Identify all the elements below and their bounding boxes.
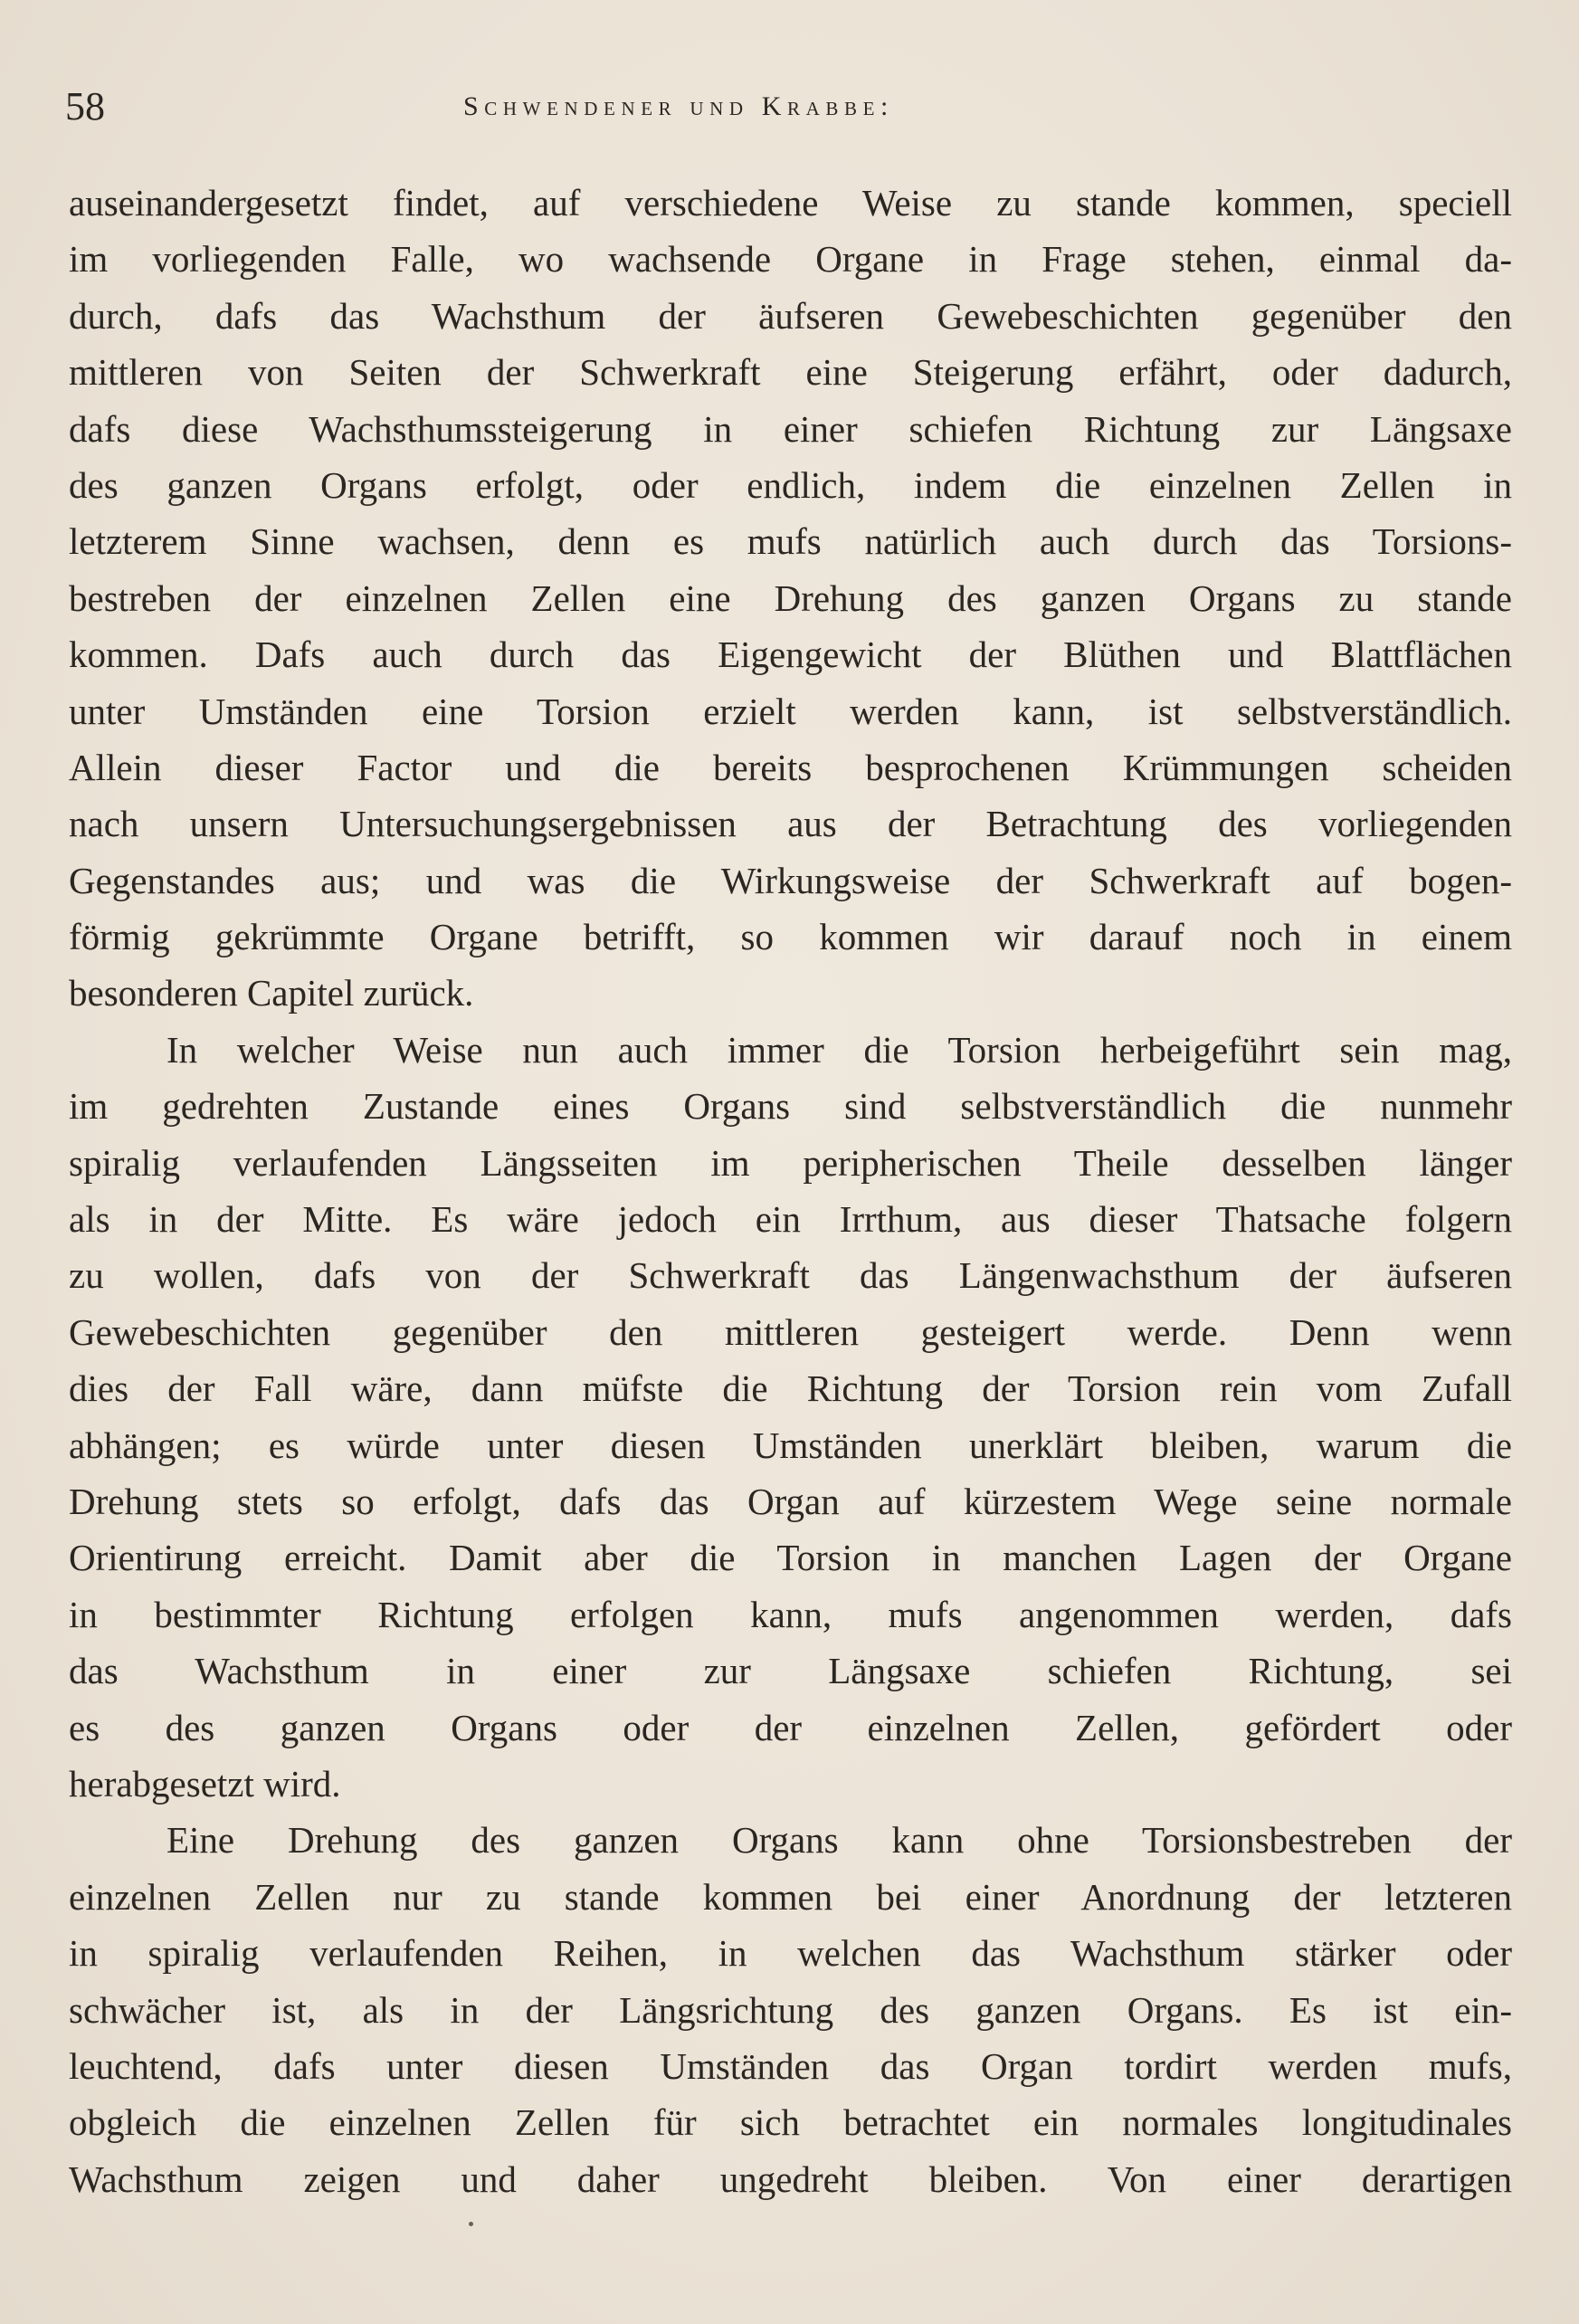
text-line: nach unsern Untersuchungsergebnissen aus der Betrachtung des vorliegenden xyxy=(69,803,1512,845)
text-line: das Wachsthum in einer zur Längsaxe schiefen Richtung, sei xyxy=(69,1650,1512,1692)
text-line: bestreben der einzelnen Zellen eine Drehung des ganzen Organs zu stande xyxy=(69,576,1512,619)
text-line: dafs diese Wachsthumssteigerung in einer schiefen Richtung zur Längsaxe xyxy=(69,407,1512,450)
text-line: Orientirung erreicht. Damit aber die Torsion in manchen Lagen der Organe xyxy=(69,1537,1512,1579)
ink-speck xyxy=(469,2222,473,2226)
text-line: obgleich die einzelnen Zellen für sich betrachtet ein normales longitudinales xyxy=(69,2101,1512,2144)
text-line: als in der Mitte. Es wäre jedoch ein Irrthum, aus dieser Thatsache folgern xyxy=(69,1198,1512,1241)
text-line: unter Umständen eine Torsion erzielt werden kann, ist selbstverständlich. xyxy=(69,690,1512,732)
text-line: in spiralig verlaufenden Reihen, in welchen das Wachsthum stärker oder xyxy=(69,1932,1512,1975)
running-head: Schwendener und Krabbe: xyxy=(463,91,894,121)
paragraph-start-line: Eine Drehung des ganzen Organs kann ohne Torsionsbestreben der xyxy=(166,1819,1512,1862)
text-line: spiralig verlaufenden Längsseiten im peripherischen Theile desselben länger xyxy=(69,1141,1512,1184)
text-line: zu wollen, dafs von der Schwerkraft das Längenwachsthum der äufseren xyxy=(69,1254,1512,1297)
paragraph-start-line: In welcher Weise nun auch immer die Torsion herbeigeführt sein mag, xyxy=(166,1028,1512,1071)
text-line: Drehung stets so erfolgt, dafs das Organ auf kürzestem Wege seine normale xyxy=(69,1480,1512,1522)
text-line: in bestimmter Richtung erfolgen kann, mufs angenommen werden, dafs xyxy=(69,1593,1512,1635)
page-header xyxy=(65,80,1513,134)
text-line: durch, dafs das Wachsthum der äufseren Gewebeschichten gegenüber den xyxy=(69,294,1512,337)
text-line: schwächer ist, als in der Längsrichtung des ganzen Organs. Es ist ein- xyxy=(69,1988,1512,2031)
text-line: Gegenstandes aus; und was die Wirkungsweise der Schwerkraft auf bogen- xyxy=(69,859,1512,901)
text-line: leuchtend, dafs unter diesen Umständen das Organ tordirt werden mufs, xyxy=(69,2044,1512,2087)
text-line: letzterem Sinne wachsen, denn es mufs natürlich auch durch das Torsions- xyxy=(69,520,1512,563)
text-line: des ganzen Organs erfolgt, oder endlich, indem die einzelnen Zellen in xyxy=(69,463,1512,506)
text-line: im vorliegenden Falle, wo wachsende Organe in Frage stehen, einmal da- xyxy=(69,238,1512,281)
text-line: mittleren von Seiten der Schwerkraft eine Steigerung erfährt, oder dadurch, xyxy=(69,351,1512,394)
text-line: förmig gekrümmte Organe betrifft, so kommen wir darauf noch in einem xyxy=(69,916,1512,958)
paragraph-end-line: herabgesetzt wird. xyxy=(69,1762,341,1805)
text-line: dies der Fall wäre, dann müfste die Richtung der Torsion rein vom Zufall xyxy=(69,1367,1512,1410)
text-line: einzelnen Zellen nur zu stande kommen bei einer Anordnung der letzteren xyxy=(69,1875,1512,1918)
text-line: Gewebeschichten gegenüber den mittleren gesteigert werde. Denn wenn xyxy=(69,1310,1512,1353)
body-text xyxy=(69,175,1512,2207)
text-line: im gedrehten Zustande eines Organs sind selbstverständlich die nunmehr xyxy=(69,1085,1512,1128)
text-line: kommen. Dafs auch durch das Eigengewicht der Blüthen und Blattflächen xyxy=(69,633,1512,676)
text-line: Allein dieser Factor und die bereits besprochenen Krümmungen scheiden xyxy=(69,746,1512,788)
text-line: es des ganzen Organs oder der einzelnen Zellen, gefördert oder xyxy=(69,1706,1512,1748)
paragraph-end-line: besonderen Capitel zurück. xyxy=(69,972,474,1014)
text-line: Wachsthum zeigen und daher ungedreht bleiben. Von einer derartigen xyxy=(69,2157,1512,2200)
text-line: abhängen; es würde unter diesen Umständen unerklärt bleiben, warum die xyxy=(69,1424,1512,1466)
page-number: 58 xyxy=(65,84,105,129)
text-line: auseinandergesetzt findet, auf verschiedene Weise zu stande kommen, speciell xyxy=(69,182,1512,224)
